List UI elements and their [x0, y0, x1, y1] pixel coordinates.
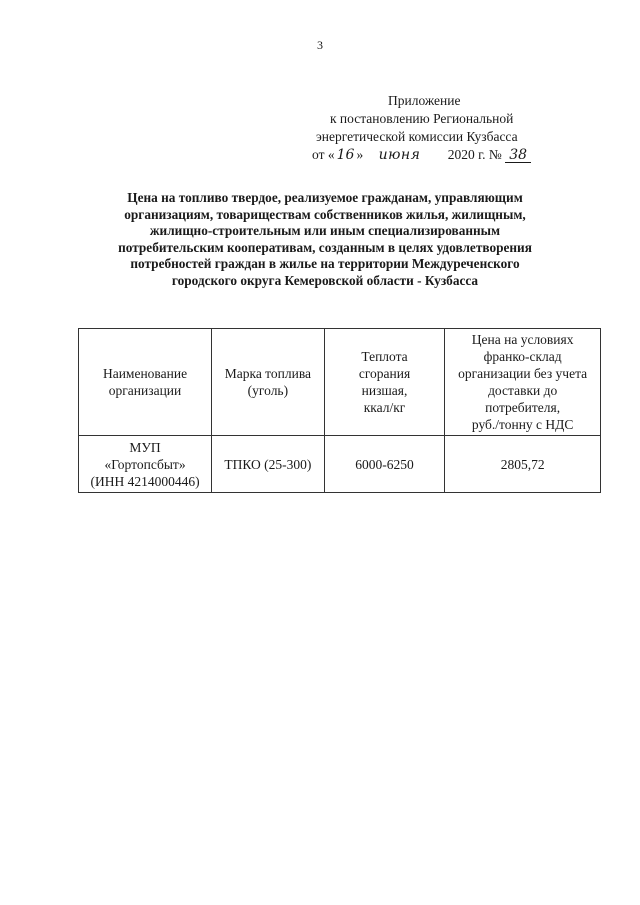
appendix-commission-line: энергетической комиссии Кузбасса — [316, 129, 518, 144]
appendix-heading: Приложение — [388, 93, 461, 108]
cell-heat-value: 6000-6250 — [324, 436, 445, 493]
header-price: Цена на условиях франко-склад организации без учета доставки до потребителя, руб./тонну с НДС — [445, 329, 601, 436]
header-heat-value: Теплота сгорания низшая, ккал/кг — [324, 329, 445, 436]
cell-fuel-grade: ТПКО (25-300) — [212, 436, 325, 493]
table-row — [79, 436, 601, 493]
document-title — [90, 190, 560, 290]
title-line: потребностей граждан в жилье на территории Междуреченского — [130, 256, 520, 272]
page-number: 3 — [317, 38, 323, 52]
date-year: 2020 г. № — [447, 147, 502, 162]
date-month-handwritten: июня — [378, 147, 421, 163]
title-line: организациям, товариществам собственников жилья, жилищным, — [124, 206, 526, 222]
date-day-handwritten: 16 — [336, 147, 355, 163]
appendix-resolution-line: к постановлению Региональной — [330, 111, 514, 126]
appendix-block — [300, 92, 570, 164]
resolution-number-handwritten: 38 — [505, 148, 531, 163]
header-organization: Наименование организации — [79, 329, 212, 436]
appendix-date-line — [300, 146, 570, 164]
title-line: городского округа Кемеровской области - Кузбасса — [171, 272, 479, 288]
title-line: потребительским кооперативам, созданным в целях удовлетворения — [118, 239, 532, 255]
table-header-row — [79, 329, 601, 436]
date-prefix: от — [312, 147, 325, 162]
header-fuel-grade: Марка топлива (уголь) — [212, 329, 325, 436]
fuel-price-table — [78, 328, 601, 493]
date-day-open-quote: « — [327, 147, 335, 162]
title-line: жилищно-строительным или иным специализированным — [149, 223, 501, 239]
title-line: Цена на топливо твердое, реализуемое гражданам, управляющим — [127, 190, 523, 205]
cell-organization: МУП «Гортопсбыт» (ИНН 4214000446) — [79, 436, 212, 493]
date-day-close-quote: » — [356, 147, 364, 162]
cell-price: 2805,72 — [445, 436, 601, 493]
